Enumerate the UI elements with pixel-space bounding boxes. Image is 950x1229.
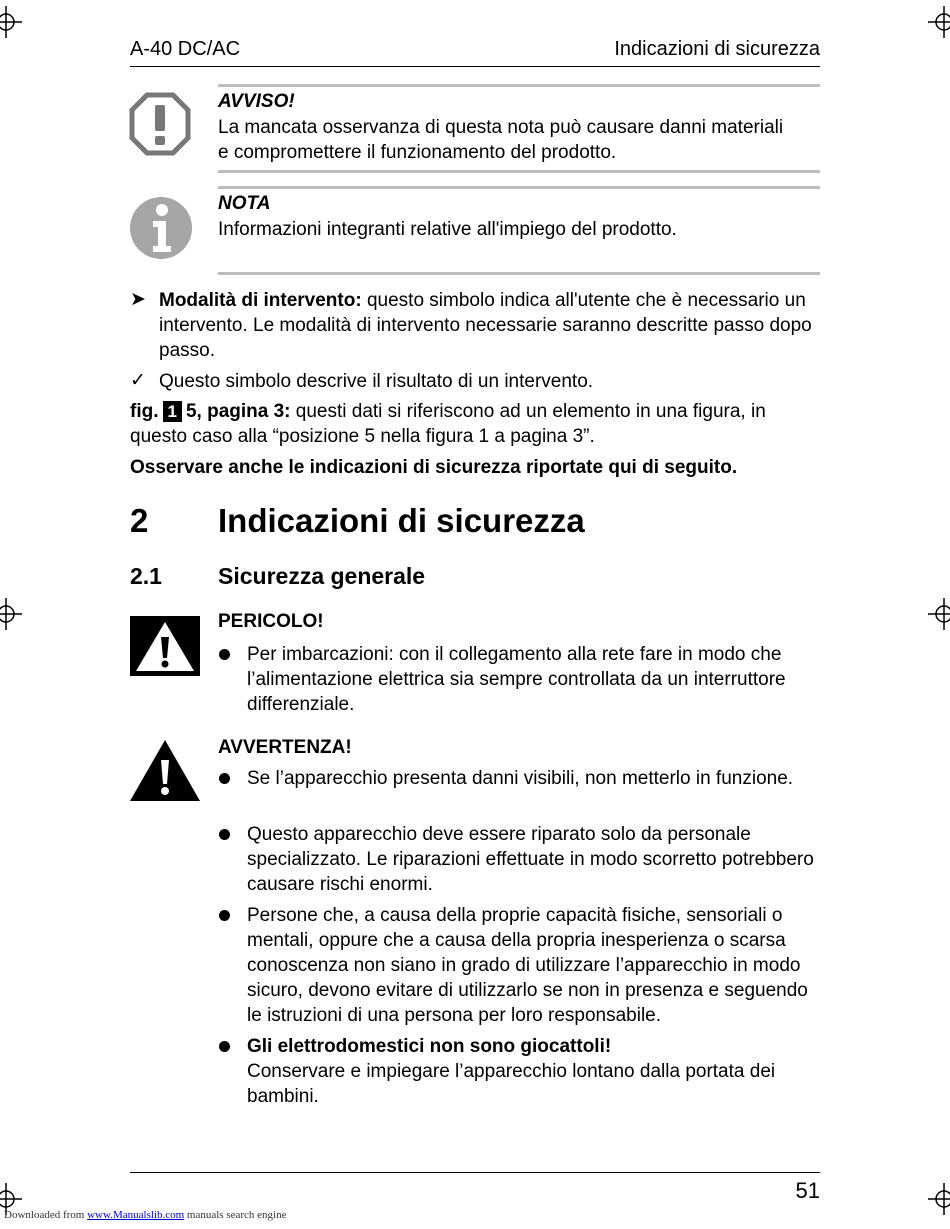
note-divider — [218, 186, 820, 189]
subsection-number: 2.1 — [130, 563, 162, 589]
crop-mark-icon — [928, 1183, 950, 1215]
bullet-icon — [219, 649, 230, 660]
note-title: NOTA — [218, 193, 271, 214]
header-section-title: Indicazioni di sicurezza — [614, 38, 820, 60]
subsection-title: Sicurezza generale — [218, 563, 426, 589]
danger-triangle-icon — [130, 616, 200, 676]
section-number: 2 — [130, 502, 149, 539]
warning-item: Se l’apparecchio presenta danni visibili, non metterlo in funzione. — [247, 768, 794, 789]
info-circle-icon — [129, 196, 193, 260]
note-text: Informazioni integranti relative all'impiego del prodotto. — [218, 219, 677, 240]
bullet-icon — [219, 910, 230, 921]
note-divider — [218, 272, 820, 275]
safety-note: Osservare anche le indicazioni di sicurezza riportate qui di seguito. — [130, 457, 738, 478]
danger-item: Per imbarcazioni: con il collegamento alla rete fare in modo che l’alimentazione elettrica sia sempre controllata da un interruttore differenziale. — [247, 644, 786, 715]
notice-text: La mancata osservanza di questa nota può causare danni materiali e compromettere il funzionamento del prodotto. — [218, 117, 784, 163]
crop-mark-icon — [928, 598, 950, 630]
checkmark-icon: ✓ — [130, 370, 146, 391]
page-number: 51 — [795, 1178, 820, 1203]
procedure-description: Modalità di intervento: questo simbolo indica all'utente che è necessario un intervento. Le modalità di intervento necessarie saranno descritte passo dopo passo. — [159, 290, 812, 361]
footer-divider — [130, 1172, 820, 1173]
bullet-icon — [219, 773, 230, 784]
crop-mark-icon — [0, 598, 22, 630]
download-notice: Downloaded from www.Manualslib.com manuals search engine — [4, 1209, 287, 1221]
warning-title: AVVERTENZA! — [218, 737, 352, 758]
manualslib-link[interactable]: www.Manualslib.com — [87, 1209, 185, 1221]
danger-title: PERICOLO! — [218, 611, 324, 632]
arrow-icon: ➤ — [130, 289, 146, 310]
warning-item: Gli elettrodomestici non sono giocattoli! Conservare e impiegare l’apparecchio lontano dalla portata dei bambini. — [247, 1036, 776, 1107]
notice-divider — [218, 84, 820, 87]
header-divider — [130, 66, 820, 67]
figure-reference-explanation: fig. 1 5, pagina 3: questi dati si riferiscono ad un elemento in una figura, in questo caso alla “posizione 5 nella figura 1 a pagina 3”. — [130, 401, 766, 447]
section-title: Indicazioni di sicurezza — [218, 502, 585, 539]
notice-title: AVVISO! — [218, 91, 295, 112]
warning-item: Questo apparecchio deve essere riparato solo da personale specializzato. Le riparazioni effettuate in modo scorretto potrebbero causare rischi enormi. — [247, 824, 814, 895]
bullet-icon — [219, 1041, 230, 1052]
result-description: Questo simbolo descrive il risultato di un intervento. — [159, 371, 594, 392]
crop-mark-icon — [928, 6, 950, 38]
exclamation-octagon-icon — [129, 92, 191, 156]
figure-number-badge: 1 — [163, 401, 182, 422]
crop-mark-icon — [0, 6, 22, 38]
bullet-icon — [219, 829, 230, 840]
notice-divider — [218, 170, 820, 173]
warning-item: Persone che, a causa della proprie capacità fisiche, sensoriali o mentali, oppure che a causa della propria inesperienza o scarsa conoscenza non siano in grado di utilizzare l’apparecchio in modo sicuro, devono evitare di utilizzarlo se non in presenza e seguendo le istruzioni di una persona per loro responsabile. — [247, 905, 808, 1026]
warning-triangle-icon — [130, 740, 200, 802]
header-product-name: A-40 DC/AC — [130, 38, 241, 60]
